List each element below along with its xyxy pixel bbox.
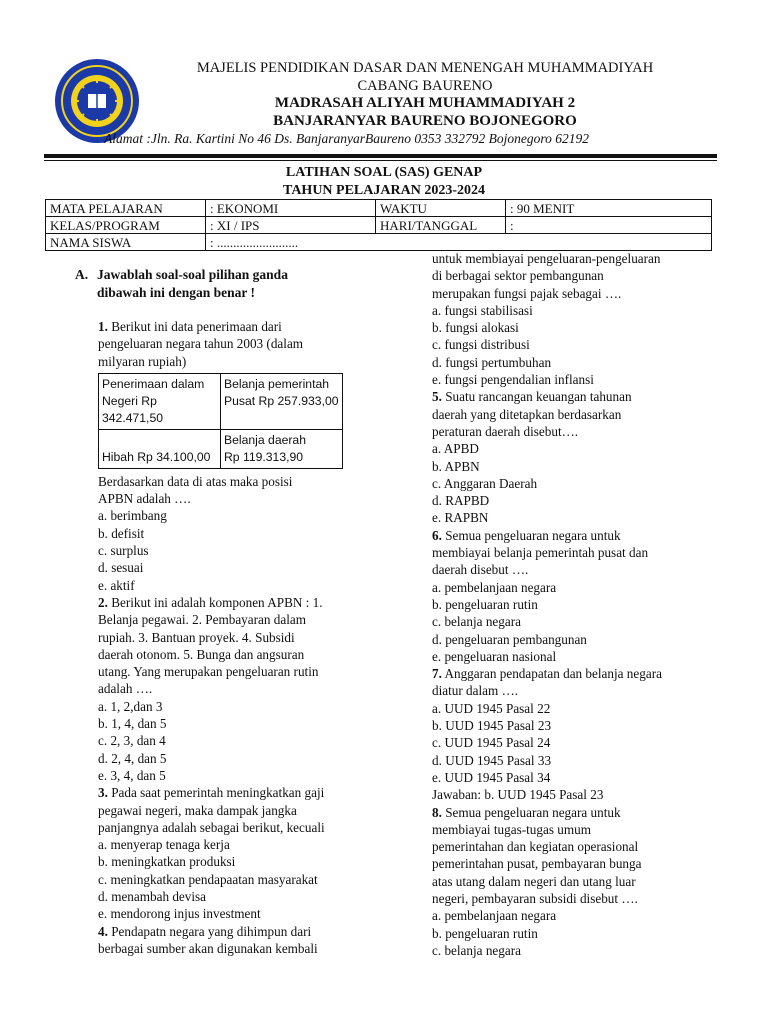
right-column: untuk membiayai pengeluaran-pengeluaran di berbagai sektor pembangunan merupakan fungsi pajak sebagai …. a. fungsi stabilisasi b. fungsi alokasi c. fungsi distribusi d. fungsi pertumbuhan e. fungsi pengendalian inflansi 5. Suatu rancangan keuangan tahunan daerah yang ditetapkan berdasarkan peraturan daerah disebut…. a. APBD b. APBN c. Anggaran Daerah d. RAPBD e. RAPBN 6. Semua pengeluaran negara untuk membiayai belanja pemerintah pusat dan daerah disebut …. a. pembelanjaan negara b. pengeluaran rutin c. belanja negara d. pengeluaran pembangunan e. pengeluaran nasional 7. Anggaran pendapatan dan belanja negara diatur dalam …. a. UUD 1945 Pasal 22 b. UUD 1945 Pasal 23 c. UUD 1945 Pasal 24 d. UUD 1945 Pasal 33 e. UUD 1945 Pasal 34 Jawaban: b. UUD 1945 Pasal 23 8. Semua pengeluaran negara untuk membiayai tugas-tugas umum pemerintahan dan kegiatan operasional pemerintahan pusat, pembayaran bunga atas utang dalam negeri dan utang luar negeri, pembayaran subsidi disebut …. a. pembelanjaan negara b. pengeluaran rutin c. belanja negara: [432, 250, 702, 959]
option: c. UUD 1945 Pasal 24: [432, 735, 551, 751]
option: a. 1, 2,dan 3: [98, 698, 163, 714]
option: e. 3, 4, dan 5: [98, 767, 166, 783]
info-value: :: [506, 217, 712, 234]
header-address: Alamat :Jln. Ra. Kartini No 46 Ds. BanjaranyarBaureno 0353 332792 Bojonegoro 62192: [104, 131, 589, 146]
option: e. mendorong injus investment: [98, 906, 261, 922]
option: a. APBD: [432, 441, 479, 457]
info-label: HARI/TANGGAL: [376, 217, 506, 234]
option: a. pembelanjaan negara: [432, 908, 557, 924]
header-divider-thin: [44, 160, 717, 161]
question-1: 1. Berikut ini data penerimaan dari: [98, 319, 282, 334]
option: d. fungsi pertumbuhan: [432, 354, 552, 370]
info-row: [46, 200, 712, 217]
table-cell: Belanja daerah Rp 119.313,90: [221, 429, 343, 468]
info-value: : EKONOMI: [206, 200, 376, 217]
exam-info-table: [45, 199, 712, 251]
info-label: KELAS/PROGRAM: [46, 217, 206, 234]
option: b. pengeluaran rutin: [432, 596, 538, 612]
info-label: NAMA SISWA: [46, 234, 206, 251]
option: a. pembelanjaan negara: [432, 579, 557, 595]
option: a. berimbang: [98, 508, 167, 524]
option: d. sesuai: [98, 560, 144, 576]
answer-note: Jawaban: b. UUD 1945 Pasal 23: [432, 787, 604, 803]
option: c. surplus: [98, 543, 149, 559]
section-instruction: A. Jawablah soal-soal pilihan ganda dibawah ini dengan benar !: [75, 267, 288, 300]
header-divider: [44, 154, 717, 158]
exam-year: TAHUN PELAJARAN 2023-2024: [283, 183, 485, 198]
header-organization: MAJELIS PENDIDIKAN DASAR DAN MENENGAH MUHAMMADIYAH: [196, 60, 654, 76]
info-label: WAKTU: [376, 200, 506, 217]
info-value: : 90 MENIT: [506, 200, 712, 217]
option: b. fungsi alokasi: [432, 320, 519, 336]
option: a. fungsi stabilisasi: [432, 302, 533, 318]
option: e. UUD 1945 Pasal 34: [432, 769, 551, 785]
option: b. UUD 1945 Pasal 23: [432, 718, 552, 734]
table-cell: Hibah Rp 34.100,00: [99, 429, 221, 468]
option: b. APBN: [432, 458, 480, 474]
option: a. menyerap tenaga kerja: [98, 837, 230, 853]
option: c. belanja negara: [432, 614, 521, 630]
header-location: BANJARANYAR BAURENO BOJONEGORO: [273, 113, 577, 129]
option: d. RAPBD: [432, 493, 490, 509]
option: c. belanja negara: [432, 942, 521, 958]
question-6: 6. Semua pengeluaran negara untuk: [432, 527, 621, 543]
revenue-data-table: [98, 373, 343, 469]
option: b. pengeluaran rutin: [432, 925, 538, 941]
question-8: 8. Semua pengeluaran negara untuk: [432, 804, 621, 820]
table-cell: Belanja pemerintah Pusat Rp 257.933,00: [221, 373, 343, 429]
question-5: 5. Suatu rancangan keuangan tahunan: [432, 389, 632, 405]
option: e. aktif: [98, 577, 135, 593]
option: d. pengeluaran pembangunan: [432, 631, 587, 647]
option: b. 1, 4, dan 5: [98, 716, 167, 732]
section-label: A.: [75, 267, 89, 282]
info-value: : .........................: [206, 234, 712, 251]
info-row: [46, 217, 712, 234]
option: c. meningkatkan pendapaatan masyarakat: [98, 871, 318, 887]
option: b. defisit: [98, 525, 145, 541]
question-7: 7. Anggaran pendapatan dan belanja negara: [432, 666, 662, 682]
info-row: [46, 234, 712, 251]
option: d. UUD 1945 Pasal 33: [432, 752, 552, 768]
option: d. menambah devisa: [98, 889, 207, 905]
question-2: 2. Berikut ini adalah komponen APBN : 1.: [98, 594, 323, 610]
option: b. meningkatkan produksi: [98, 854, 236, 870]
header-branch: CABANG BAURENO: [357, 78, 493, 94]
header-school-name: MADRASAH ALIYAH MUHAMMADIYAH 2: [274, 95, 576, 111]
exam-title: LATIHAN SOAL (SAS) GENAP: [285, 165, 483, 180]
question-3: 3. Pada saat pemerintah meningkatkan gaji: [98, 785, 325, 801]
option: e. RAPBN: [432, 510, 489, 526]
left-column: 1. Berikut ini data penerimaan dari pengeluaran negara tahun 2003 (dalam milyaran rupiah) Penerimaan dalam Negeri Rp 342.471,50 Belanja pemerintah Pusat Rp 257.933,00 Hibah Rp 34.100,00 Belanja daerah Rp 119.313,90 Berdasarkan data di atas maka posisi APBN adalah …. a. berimbang b. defisit c. surplus d. sesuai e. aktif 2. Berikut ini adalah komponen APBN : 1. Belanja pegawai. 2. Pembayaran dalam rupiah. 3. Bantuan proyek. 4. Subsidi daerah otonom. 5. Bunga dan angsuran utang. Yang merupakan pengeluaran rutin adalah …. a. 1, 2,dan 3 b. 1, 4, dan 5 c. 2, 3, dan 4 d. 2, 4, dan 5 e. 3, 4, dan 5 3. Pada saat pemerintah meningkatkan gaji pegawai negeri, maka dampak jangka panjangnya adalah sebagai berikut, kecuali a. menyerap tenaga kerja b. meningkatkan produksi c. meningkatkan pendapaatan masyarakat d. menambah devisa e. mendorong injus investment 4. Pendapatn negara yang dihimpun dari berbagai sumber akan digunakan kembali: [98, 318, 348, 957]
option: e. pengeluaran nasional: [432, 648, 557, 664]
option: d. 2, 4, dan 5: [98, 750, 167, 766]
option: c. 2, 3, dan 4: [98, 733, 166, 749]
option: c. fungsi distribusi: [432, 337, 530, 353]
question-4: 4. Pendapatn negara yang dihimpun dari: [98, 923, 312, 939]
info-label: MATA PELAJARAN: [46, 200, 206, 217]
option: e. fungsi pengendalian inflansi: [432, 372, 594, 388]
option: c. Anggaran Daerah: [432, 475, 538, 491]
info-value: : XI / IPS: [206, 217, 376, 234]
option: a. UUD 1945 Pasal 22: [432, 700, 551, 716]
table-cell: Penerimaan dalam Negeri Rp 342.471,50: [99, 373, 221, 429]
